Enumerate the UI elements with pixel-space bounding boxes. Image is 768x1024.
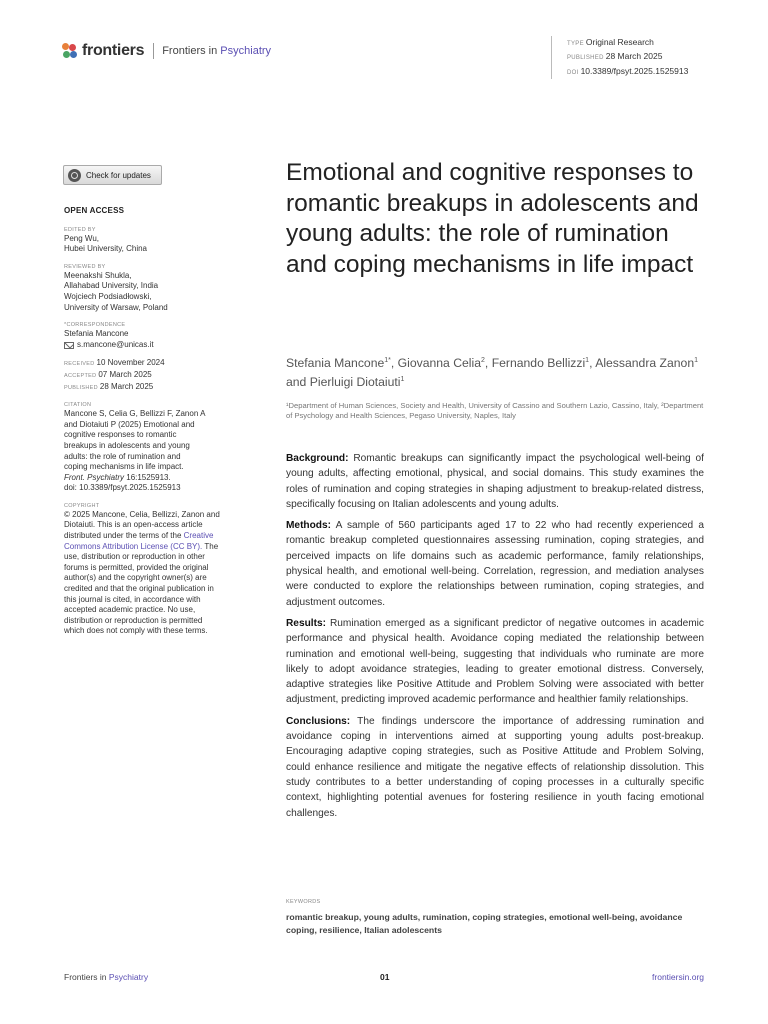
- keywords-label: KEYWORDS: [286, 899, 321, 905]
- copyright-line: this journal is cited, in accordance with: [64, 594, 201, 604]
- citation-journal-line: [64, 473, 244, 484]
- accepted-date: [64, 370, 244, 382]
- copyright-text: distributed under the terms of the: [64, 531, 184, 541]
- meta-type-value: Original Research: [585, 37, 654, 47]
- copyright-label: COPYRIGHT: [64, 502, 100, 509]
- author-name-text: Giovanna Celia: [397, 356, 481, 370]
- reviewed-by-section: [64, 263, 244, 313]
- author-name-text: Stefania Mancone: [286, 356, 385, 370]
- results-text: Rumination emerged as a significant predictor of negative outcomes in academic performance and physical health. Avoidance coping mediated the relationship between rumination and emotional well-being, suggesting that individuals who ruminate are more likely to adopt avoidance strategies, leading to greater emotional distress. Conversely, adaptive strategies like Positive Attitude and Problem Solving were associated with better adjustment, predicting improved academic performance and healthier family relationships.: [286, 617, 704, 706]
- reviewer-affiliation: University of Warsaw, Poland: [64, 302, 168, 312]
- copyright-line: author(s) and the copyright owner(s) are: [64, 573, 207, 583]
- published-label: PUBLISHED: [64, 384, 98, 391]
- citation-journal: Front. Psychiatry: [64, 472, 125, 482]
- keywords-section: [286, 899, 706, 936]
- license-link[interactable]: Commons Attribution License (CC BY).: [64, 541, 203, 551]
- affiliations: ¹Department of Human Sciences, Society and Health, University of Cassino and Southern Lazio, Cassino, Italy, ²Department of Psychology and Health Sciences, Pegaso University, Naples, Italy: [286, 401, 704, 421]
- conclusions-heading: Conclusions:: [286, 715, 351, 727]
- footer-site-link[interactable]: frontiersin.org: [652, 972, 704, 982]
- journal-title: Psychiatry: [220, 45, 272, 57]
- sidebar: [64, 206, 244, 645]
- frontiers-logo-icon: [62, 43, 78, 59]
- copyright-line: Diotaiuti. This is an open-access article: [64, 520, 203, 530]
- author-name[interactable]: [398, 356, 485, 370]
- meta-published-value: 28 March 2025: [605, 51, 663, 62]
- citation-line: coping mechanisms in life impact.: [64, 462, 184, 472]
- correspondence-name: Stefania Mancone: [64, 329, 129, 339]
- copyright-line: © 2025 Mancone, Celia, Bellizzi, Zanon and: [64, 509, 220, 519]
- citation-volume: 16:1525913.: [124, 472, 171, 482]
- received-date: [64, 358, 244, 370]
- correspondence-email[interactable]: s.mancone@unicas.it: [77, 339, 154, 349]
- copyright-section: [64, 502, 244, 637]
- copyright-line: [64, 542, 244, 553]
- dates-section: [64, 358, 244, 393]
- correspondence-section: [64, 321, 244, 350]
- methods-heading: Methods:: [286, 520, 331, 532]
- author-affil-mark: 1: [694, 356, 699, 364]
- meta-doi-label: DOI: [567, 69, 579, 76]
- author-affil-mark: 2: [481, 356, 485, 364]
- logo-divider: [153, 43, 154, 59]
- logo-wordmark: frontiers: [82, 42, 145, 59]
- meta-published-label: PUBLISHED: [567, 55, 604, 62]
- published-date: [64, 382, 244, 394]
- background-heading: Background:: [286, 453, 349, 464]
- copyright-line: accepted academic practice. No use,: [64, 605, 196, 615]
- reviewer-name: Meenakshi Shukla,: [64, 270, 132, 280]
- citation-line: cognitive responses to romantic: [64, 430, 177, 440]
- author-separator: ,: [484, 356, 492, 370]
- author-affil-mark: 1: [585, 356, 590, 364]
- accepted-label: ACCEPTED: [64, 372, 97, 379]
- mail-icon: [64, 342, 74, 349]
- citation-line: breakups in adolescents and young: [64, 440, 190, 450]
- author-separator: ,: [390, 356, 398, 370]
- citation-doi[interactable]: doi: 10.3389/fpsyt.2025.1525913: [64, 483, 181, 493]
- article-meta: [551, 36, 688, 79]
- footer-journal-prefix: Frontiers in: [64, 972, 107, 982]
- results-heading: Results:: [286, 617, 326, 629]
- footer-journal-name: Psychiatry: [108, 972, 149, 982]
- reviewer-name: Wojciech Podsiadłowski,: [64, 291, 152, 301]
- author-name[interactable]: [595, 356, 698, 370]
- abstract-background: [286, 451, 704, 512]
- meta-type-label: TYPE: [567, 41, 584, 47]
- citation-line: and Diotaiuti P (2025) Emotional and: [64, 419, 195, 429]
- copyright-line: forums is permitted, provided the original: [64, 562, 209, 572]
- author-name[interactable]: [310, 375, 405, 389]
- correspondence-email-row[interactable]: [64, 340, 244, 351]
- check-for-updates-button[interactable]: [63, 165, 162, 185]
- citation-line: Mancone S, Celia G, Bellizzi F, Zanon A: [64, 409, 206, 419]
- copyright-line: [64, 531, 244, 542]
- license-link[interactable]: Creative: [183, 531, 214, 541]
- author-list: [286, 354, 706, 392]
- check-updates-label: Check for updates: [86, 170, 151, 180]
- author-name-text: Pierluigi Diotaiuti: [309, 375, 401, 389]
- copyright-text: The: [202, 541, 219, 551]
- published-value: 28 March 2025: [99, 381, 154, 391]
- copyright-line: which does not comply with these terms.: [64, 626, 208, 636]
- abstract-results: [286, 616, 704, 708]
- author-name-text: Alessandra Zanon: [595, 356, 695, 370]
- citation-section: [64, 401, 244, 494]
- author-affil-mark: 1: [400, 375, 405, 383]
- meta-doi[interactable]: [567, 65, 688, 79]
- footer-journal[interactable]: [64, 972, 148, 982]
- edited-by-section: [64, 226, 244, 255]
- correspondence-label: *CORRESPONDENCE: [64, 322, 126, 329]
- meta-doi-value[interactable]: 10.3389/fpsyt.2025.1525913: [580, 65, 689, 76]
- methods-text: A sample of 560 participants aged 17 to 22 who had recently experienced a romantic breakup completed questionnaires assessing rumination, coping strategies, and perceived impacts on life domains such as academic performance, family relationships, physical health, and emotional well-being. Correlation, regression, and mediation analyses were conducted to explore the relationships between rumination, coping strategies, and adjustment outcomes.: [286, 520, 704, 608]
- page-footer: [64, 972, 704, 982]
- journal-name[interactable]: [162, 45, 271, 57]
- citation-label: CITATION: [64, 402, 92, 409]
- editor-affiliation: Hubei University, China: [64, 244, 147, 254]
- abstract-conclusions: [286, 714, 704, 821]
- accepted-value: 07 March 2025: [98, 369, 152, 379]
- frontiers-logo[interactable]: [62, 42, 271, 60]
- meta-published: [567, 50, 688, 64]
- copyright-line: credited and that the original publication in: [64, 584, 214, 594]
- received-label: RECEIVED: [64, 361, 95, 368]
- article-title: Emotional and cognitive responses to romantic breakups in adolescents and young adults: the role of rumination and coping mechanisms in life impact: [286, 159, 699, 278]
- author-name-text: Fernando Bellizzi: [491, 356, 586, 370]
- copyright-line: distribution or reproduction is permitted: [64, 615, 203, 625]
- conclusions-text: The findings underscore the importance of addressing rumination and avoidance coping in interventions aimed at supporting young adults post-breakup. Encouraging adaptive coping strategies, such as Positive Attitude and Problem Solving, could enhance resilience and mitigate the negative effects of relationship dissolution. This study contributes to a better understanding of coping processes in a culturally specific context, highlighting potential avenues for fostering resilience in youth facing emotional challenges.: [286, 715, 704, 819]
- author-name[interactable]: [286, 356, 391, 370]
- check-updates-icon: [68, 169, 81, 182]
- received-value: 10 November 2024: [96, 358, 165, 368]
- citation-line: adults: the role of rumination and: [64, 451, 181, 461]
- page-number: 01: [380, 972, 390, 982]
- copyright-line: use, distribution or reproduction in other: [64, 552, 205, 562]
- reviewer-affiliation: Allahabad University, India: [64, 281, 159, 291]
- edited-by-label: EDITED BY: [64, 226, 96, 233]
- author-name[interactable]: [492, 356, 589, 370]
- open-access-label: OPEN ACCESS: [64, 206, 125, 215]
- author-separator: and: [286, 375, 310, 389]
- keywords-list: romantic breakup, young adults, rumination, coping strategies, emotional well-being, avoidance coping, resilience, Italian adolescents: [286, 912, 683, 935]
- abstract: [286, 451, 704, 827]
- background-text: Romantic breakups can significantly impact the psychological well-being of young adults, affecting emotional, physical, and social domains. This study examines the roles of rumination and coping strategies in shaping adjustment to breakup-related distress, specifically focusing on Italian adolescents and young adults.: [286, 453, 704, 510]
- journal-prefix: Frontiers in: [162, 45, 218, 57]
- editor-name: Peng Wu,: [64, 233, 99, 243]
- meta-type: [567, 36, 688, 50]
- abstract-methods: [286, 518, 704, 610]
- author-affil-mark: 1*: [384, 356, 391, 364]
- reviewed-by-label: REVIEWED BY: [64, 263, 106, 270]
- author-separator: ,: [589, 356, 596, 370]
